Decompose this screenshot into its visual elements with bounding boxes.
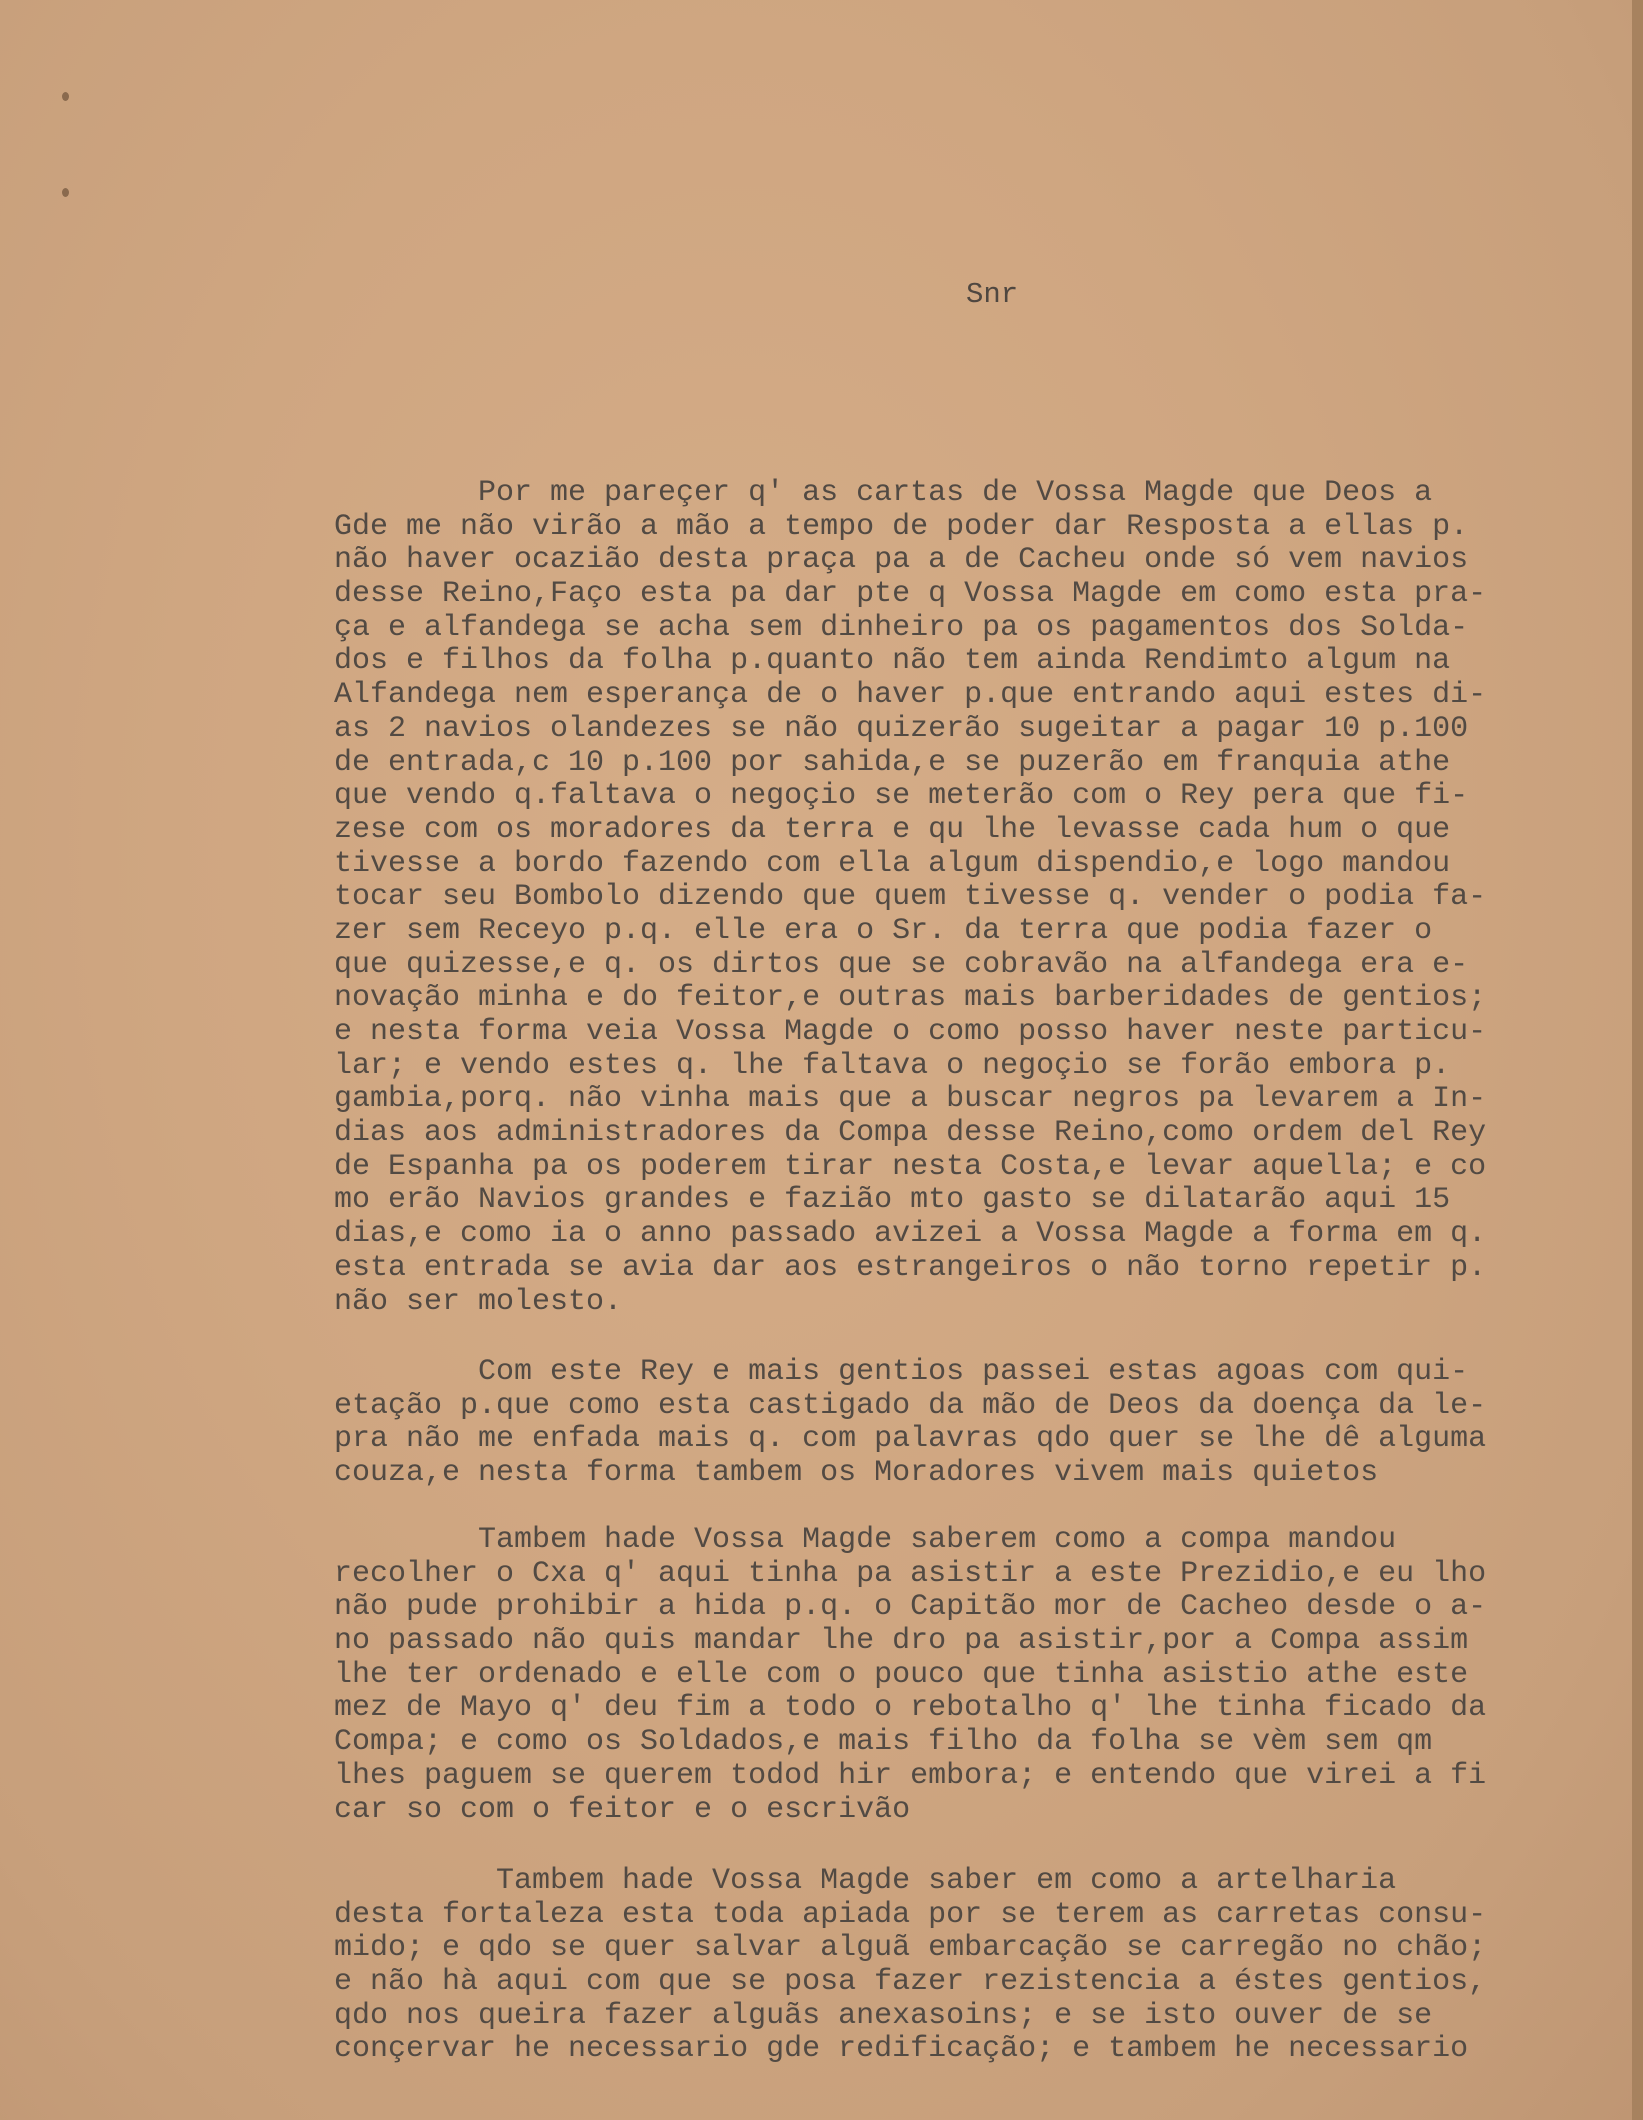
paragraph-2: [334, 1356, 1486, 1491]
text-line: no passado não quis mandar lhe dro pa asistir,por a Compa assim: [334, 1624, 1469, 1659]
binding-hole-bottom: [62, 188, 69, 197]
text-line: zese com os moradores da terra e qu lhe levasse cada hum o que: [334, 812, 1451, 847]
text-line: as 2 navios olandezes se não quizerão sugeitar a pagar 10 p.100: [334, 711, 1469, 746]
text-line: não pude prohibir a hida p.q. o Capitão mor de Cacheo desde o a-: [334, 1590, 1487, 1625]
text-line: não ser molesto.: [334, 1284, 623, 1319]
text-line: dias,e como ia o anno passado avizei a Vossa Magde a forma em q.: [334, 1217, 1487, 1252]
text-line: de Espanha pa os poderem tirar nesta Costa,e levar aquella; e co: [334, 1149, 1487, 1184]
paragraph-1: [334, 477, 1486, 1319]
text-line: couza,e nesta forma tambem os Moradores vivem mais quietos: [334, 1456, 1379, 1491]
text-line: que quizesse,e q. os dirtos que se cobravão na alfandega era e-: [334, 947, 1469, 982]
text-line: gambia,porq. não vinha mais que a buscar negros pa levarem a In-: [334, 1082, 1487, 1117]
text-line: dias aos administradores da Compa desse Reino,como ordem del Rey: [334, 1116, 1487, 1151]
page-edge-strip: [1632, 0, 1643, 2120]
text-line: qdo nos queira fazer alguãs anexasoins; e se isto ouver de se: [334, 1998, 1433, 2033]
salutation: Snr: [966, 278, 1019, 311]
text-line: não haver ocazião desta praça pa a de Cacheu onde só vem navios: [334, 543, 1469, 578]
text-line: ça e alfandega se acha sem dinheiro pa os pagamentos dos Solda-: [334, 610, 1469, 645]
text-line: e nesta forma veia Vossa Magde o como posso haver neste particu-: [334, 1015, 1487, 1049]
paragraph-3: [334, 1524, 1486, 1827]
text-line: que vendo q.faltava o negoçio se meterão com o Rey pera que fi-: [334, 779, 1469, 814]
text-line: Alfandega nem esperança de o haver p.que entrando aqui estes di-: [334, 678, 1487, 713]
text-line: zer sem Receyo p.q. elle era o Sr. da terra que podia fazer o: [334, 913, 1433, 948]
text-line: mez de Mayo q' deu fim a todo o rebotalho q' lhe tinha ficado da: [334, 1691, 1487, 1726]
text-line: Compa; e como os Soldados,e mais filho da folha se vèm sem qm: [334, 1725, 1433, 1760]
text-line: tivesse a bordo fazendo com ella algum dispendio,e logo mandou: [334, 846, 1451, 881]
text-line: lar; e vendo estes q. lhe faltava o negoçio se forão embora p.: [334, 1048, 1451, 1083]
text-line: pra não me enfada mais q. com palavras qdo quer se lhe dê alguma: [334, 1422, 1487, 1457]
text-line: mo erão Navios grandes e fazião mto gasto se dilatarão aqui 15: [334, 1183, 1451, 1218]
text-line: e não hà aqui com que se posa fazer rezistencia a éstes gentios,: [334, 1965, 1487, 2000]
text-line: Tambem hade Vossa Magde saberem como a compa mandou: [334, 1523, 1397, 1557]
text-line: desse Reino,Faço esta pa dar pte q Vossa Magde em como esta pra-: [334, 577, 1487, 612]
text-line: etação p.que como esta castigado da mão de Deos da doença da le-: [334, 1388, 1487, 1423]
text-line: Com este Rey e mais gentios passei estas agoas com qui-: [334, 1355, 1469, 1389]
text-line: tocar seu Bombolo dizendo que quem tivesse q. vender o podia fa-: [334, 880, 1487, 915]
text-line: esta entrada se avia dar aos estrangeiros o não torno repetir p.: [334, 1250, 1487, 1285]
text-line: dos e filhos da folha p.quanto não tem ainda Rendimto algum na: [334, 644, 1451, 679]
text-line: desta fortaleza esta toda apiada por se terem as carretas consu-: [334, 1897, 1487, 1932]
text-line: Gde me não virão a mão a tempo de poder dar Resposta a ellas p.: [334, 509, 1469, 544]
text-line: novação minha e do feitor,e outras mais barberidades de gentios;: [334, 981, 1487, 1016]
text-line: recolher o Cxa q' aqui tinha pa asistir a este Prezidio,e eu lho: [334, 1556, 1487, 1591]
text-line: de entrada,c 10 p.100 por sahida,e se puzerão em franquia athe: [334, 745, 1451, 780]
text-line: lhe ter ordenado e elle com o pouco que tinha asistio athe este: [334, 1657, 1469, 1692]
text-line: mido; e qdo se quer salvar alguã embarcação se carregão no chão;: [334, 1931, 1487, 1966]
binding-hole-top: [62, 92, 69, 101]
text-line: Por me pareçer q' as cartas de Vossa Magde que Deos a: [334, 476, 1433, 510]
text-line: Tambem hade Vossa Magde saber em como a artelharia: [334, 1864, 1397, 1898]
paragraph-4: [334, 1865, 1486, 2067]
text-line: conçervar he necessario gde redificação; e tambem he necessario: [334, 2032, 1469, 2067]
text-line: car so com o feitor e o escrivão: [334, 1792, 911, 1827]
text-line: lhes paguem se querem todod hir embora; e entendo que virei a fi: [334, 1758, 1487, 1793]
